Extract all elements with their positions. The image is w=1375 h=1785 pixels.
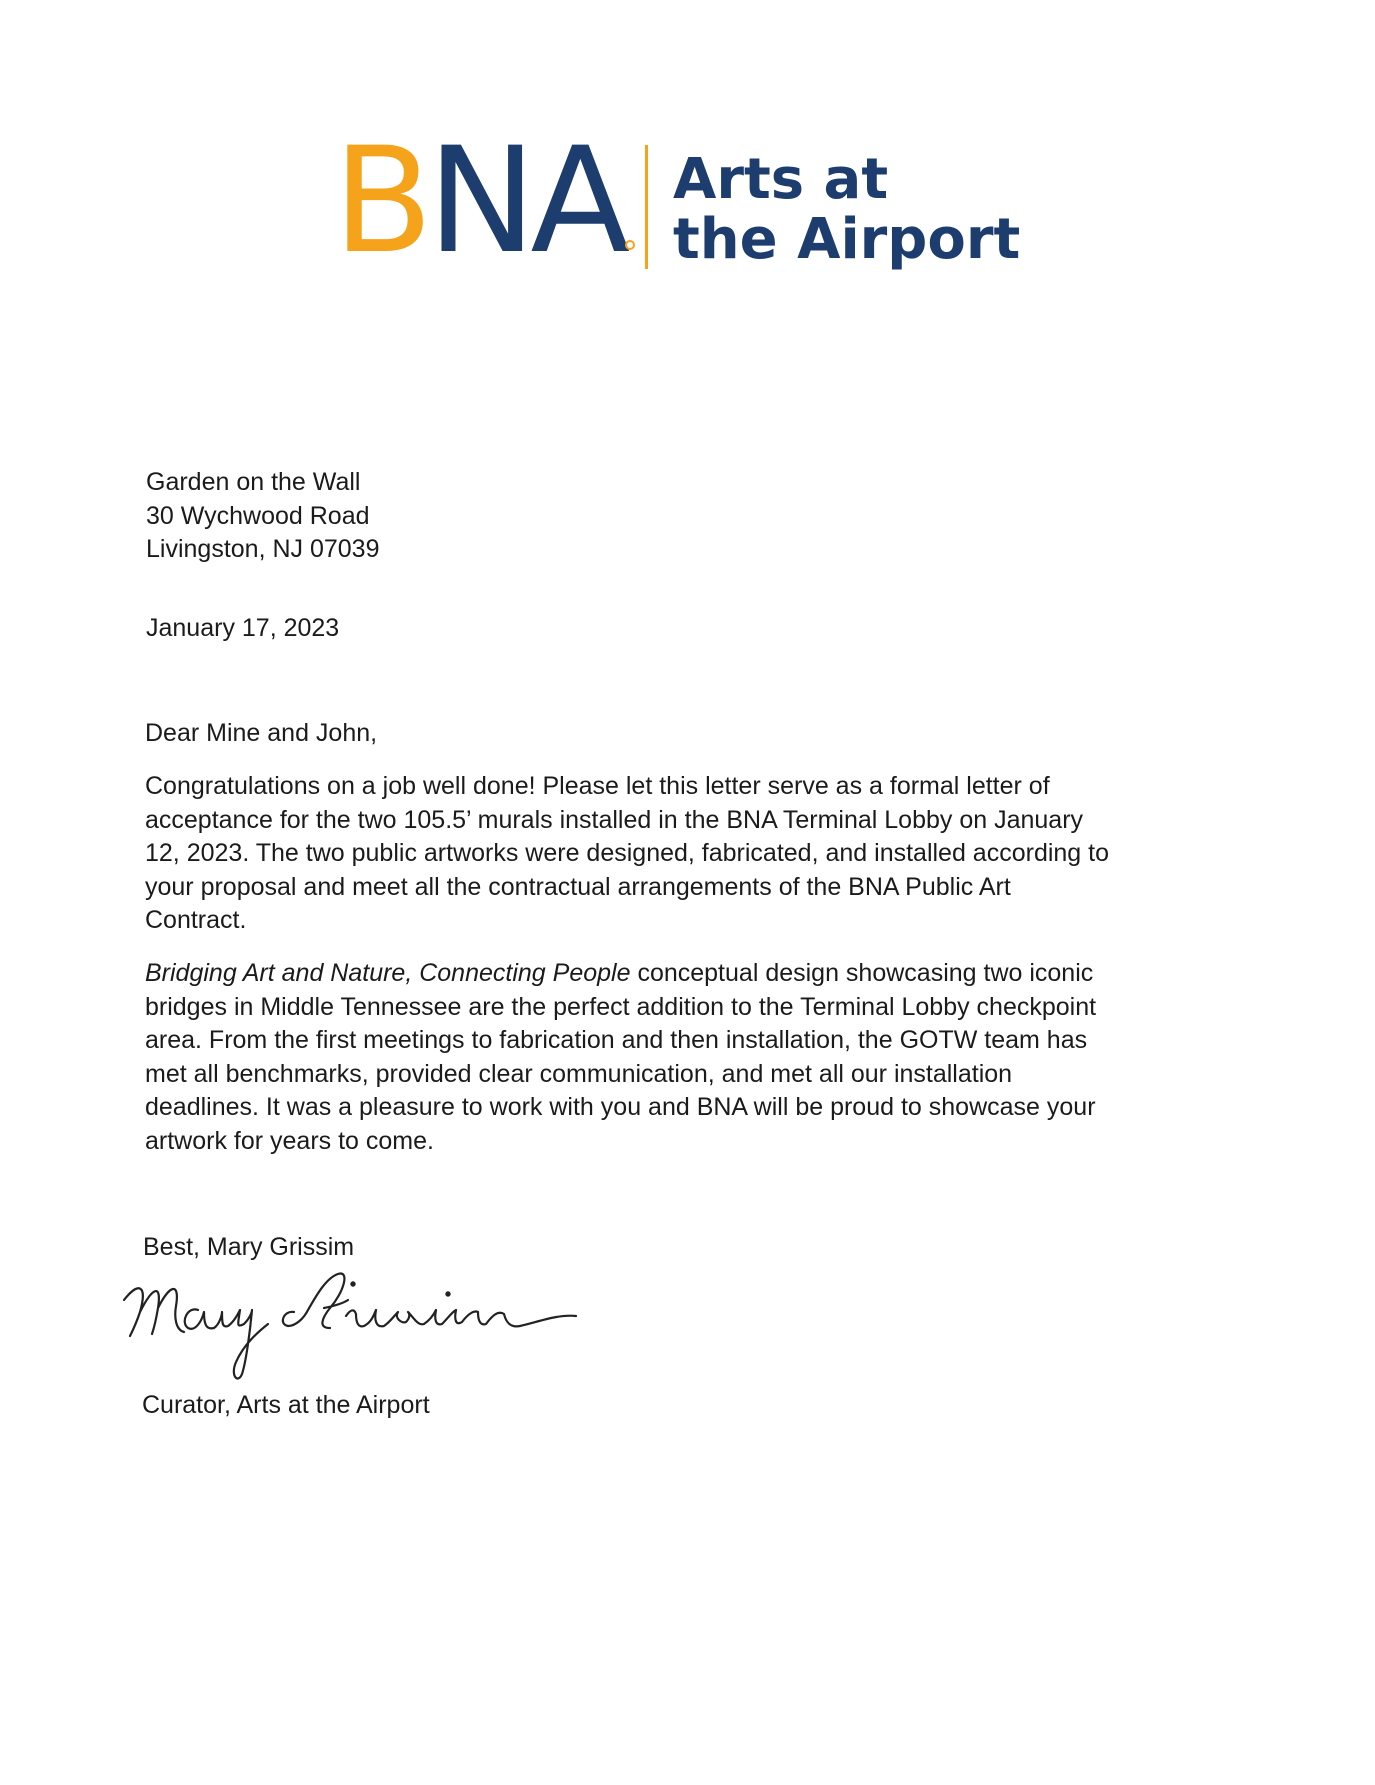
paragraph-text: conceptual design showcasing two iconic bbox=[630, 959, 1094, 987]
paragraph-line bbox=[145, 957, 1096, 991]
paragraph-line: artwork for years to come. bbox=[145, 1126, 434, 1155]
logo-divider bbox=[645, 145, 648, 269]
salutation: Dear Mine and John, bbox=[145, 719, 378, 747]
paragraph-line: area. From the first meetings to fabrication and then installation, the GOTW team has bbox=[145, 1026, 1088, 1054]
logo-b: B bbox=[333, 116, 428, 286]
paragraph-line: acceptance for the two 105.5’ murals installed in the BNA Terminal Lobby on January bbox=[145, 805, 1084, 834]
address-line: Garden on the Wall bbox=[146, 468, 361, 496]
logo-line-2: the Airport bbox=[673, 207, 1021, 272]
letter-date: January 17, 2023 bbox=[146, 614, 340, 642]
handwritten-signature bbox=[118, 1262, 608, 1387]
signer-title: Curator, Arts at the Airport bbox=[142, 1391, 430, 1419]
address-line: Livingston, NJ 07039 bbox=[146, 535, 380, 563]
paragraph-line: Contract. bbox=[145, 906, 247, 934]
paragraph-line: your proposal and meet all the contractual arrangements of the BNA Public Art bbox=[145, 872, 1011, 901]
paragraph-line: met all benchmarks, provided clear communication, and met all our installation bbox=[145, 1059, 1013, 1088]
recipient-address bbox=[146, 466, 379, 567]
logo-na: NA bbox=[427, 116, 625, 286]
paragraph-1 bbox=[145, 770, 1109, 938]
artwork-title: Bridging Art and Nature, Connecting People bbox=[145, 959, 631, 987]
paragraph-line: bridges in Middle Tennessee are the perfect addition to the Terminal Lobby checkpoint bbox=[145, 992, 1097, 1021]
address-line: 30 Wychwood Road bbox=[146, 501, 370, 530]
paragraph-2 bbox=[145, 957, 1096, 1158]
paragraph-line: 12, 2023. The two public artworks were designed, fabricated, and installed according to bbox=[145, 839, 1110, 867]
registered-mark-icon bbox=[625, 240, 635, 250]
paragraph-line: Congratulations on a job well done! Please let this letter serve as a formal letter of bbox=[145, 772, 1050, 800]
logo-wordmark bbox=[673, 147, 1021, 272]
bna-logo bbox=[333, 116, 625, 286]
logo-line-1: Arts at bbox=[673, 147, 889, 212]
paragraph-line: deadlines. It was a pleasure to work with you and BNA will be proud to showcase your bbox=[145, 1093, 1096, 1121]
closing: Best, Mary Grissim bbox=[143, 1233, 355, 1261]
